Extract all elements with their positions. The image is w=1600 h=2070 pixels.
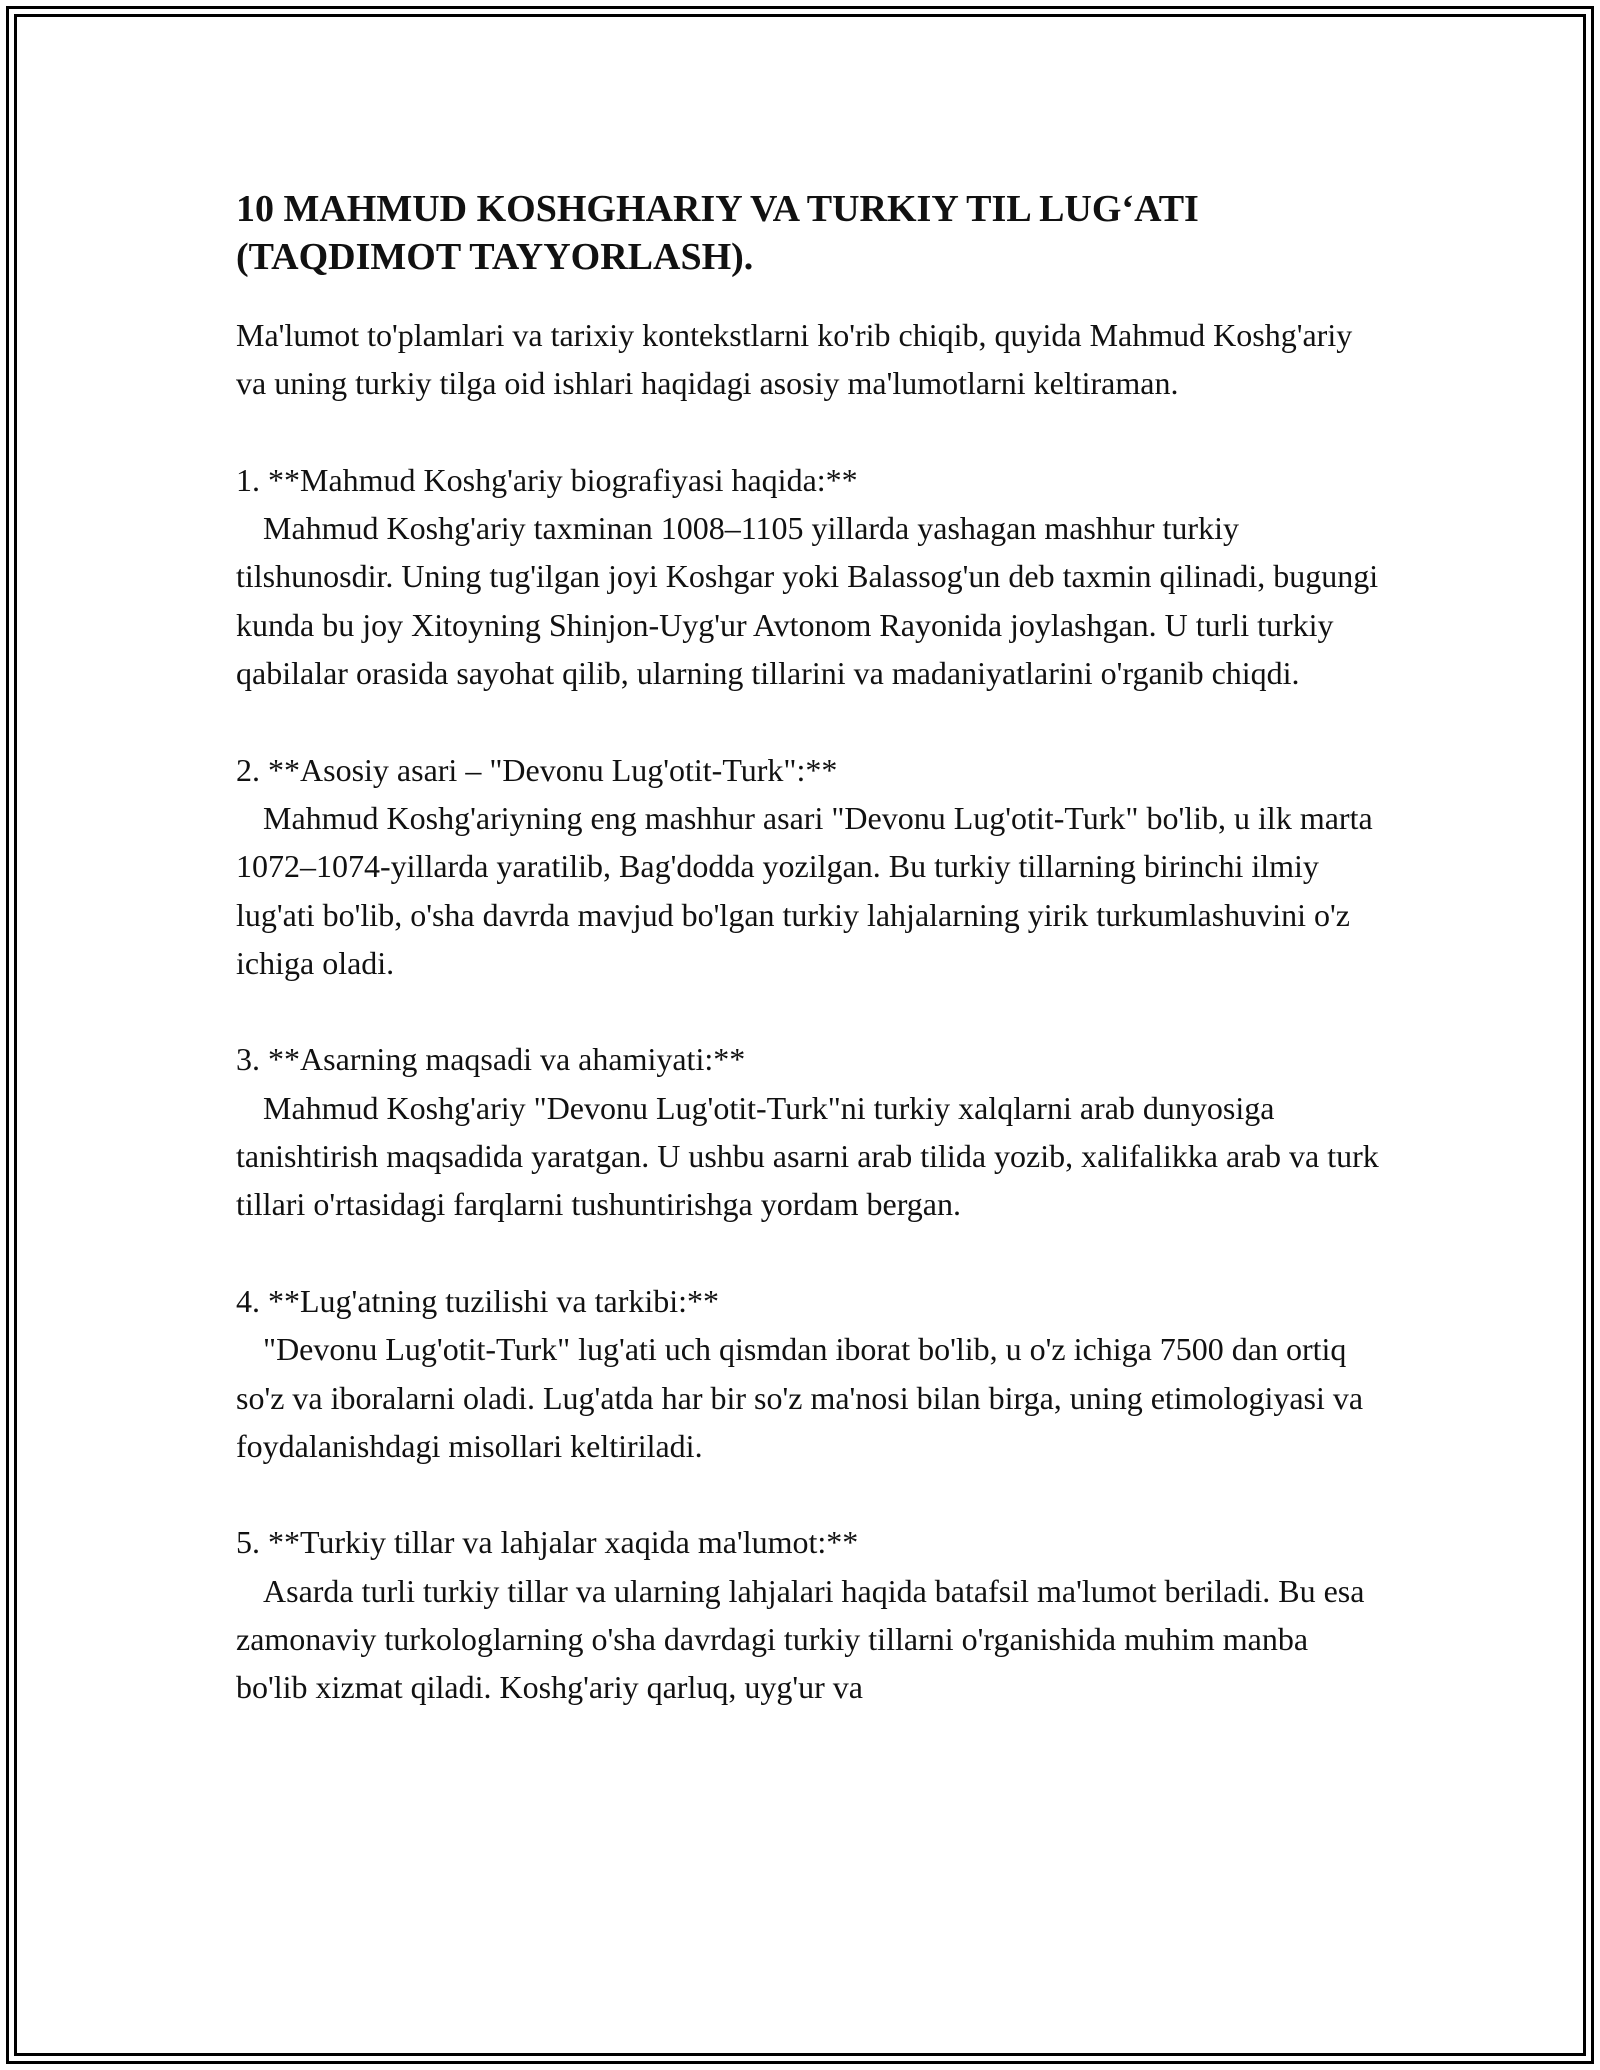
section-structure xyxy=(236,1277,1386,1470)
intro-paragraph: Ma'lumot to'plamlari va tarixiy kontekstlarni ko'rib chiqib, quyida Mahmud Koshg'ariy va uning turkiy tilga oid ishlari haqidagi asosiy ma'lumotlarni keltiraman. xyxy=(236,317,1353,402)
title-line-2: (TAQDIMOT TAYYORLASH). xyxy=(236,236,754,278)
section-body: Mahmud Koshg'ariy taxminan 1008–1105 yillarda yashagan mashhur turkiy tilshunosdir. Uning tug'ilgan joyi Koshgar yoki Balassog'un deb taxmin qilinadi, bugungi kunda bu joy Xitoyning Shinjon-Uyg'ur Avtonom Rayonida joylashgan. U turli turkiy qabilalar orasida sayohat qilib, ularning tillarini va madaniyatlarini o'rganib chiqdi. xyxy=(236,510,1379,692)
document-title xyxy=(236,185,1386,281)
section-body: Asarda turli turkiy tillar va ularning lahjalari haqida batafsil ma'lumot beriladi. Bu esa zamonaviy turkologlarning o'sha davrdagi turkiy tillarni o'rganishida muhim manba bo'lib xizmat qiladi. Koshg'ariy qarluq, uyg'ur va xyxy=(236,1572,1365,1706)
section-heading: 5. **Turkiy tillar va lahjalar xaqida ma'lumot:** xyxy=(236,1524,859,1561)
section-body: "Devonu Lug'otit-Turk" lug'ati uch qismdan iborat bo'lib, u o'z ichiga 7500 dan ortiq so'z va iboralarni oladi. Lug'atda har bir so'z ma'nosi bilan birga, uning etimologiyasi va foydalanishdagi misollari keltiriladi. xyxy=(236,1331,1364,1464)
section-purpose xyxy=(236,1035,1386,1228)
section-heading: 3. **Asarning maqsadi va ahamiyati:** xyxy=(236,1041,746,1078)
section-heading: 2. **Asosiy asari – "Devonu Lug'otit-Turk":** xyxy=(236,751,838,788)
document-page xyxy=(236,185,1386,1760)
title-line-1: 10 MAHMUD KOSHGHARIY VA TURKIY TIL LUG‘ATI xyxy=(236,188,1199,230)
section-body: Mahmud Koshg'ariy "Devonu Lug'otit-Turk"ni turkiy xalqlarni arab dunyosiga tanishtirish maqsadida yaratgan. U ushbu asarni arab tilida yozib, xalifalikka arab va turk tillari o'rtasidagi farqlarni tushuntirishga yordam bergan. xyxy=(236,1089,1379,1223)
section-biography xyxy=(236,456,1386,697)
section-heading: 1. **Mahmud Koshg'ariy biografiyasi haqida:** xyxy=(236,461,858,498)
section-body: Mahmud Koshg'ariyning eng mashhur asari "Devonu Lug'otit-Turk" bo'lib, u ilk marta 1072–1074-yillarda yaratilib, Bag'dodda yozilgan. Bu turkiy tillarning birinchi ilmiy lug'ati bo'lib, o'sha davrda mavjud bo'lgan turkiy lahjalarning yirik turkumlashuvini o'z ichiga oladi. xyxy=(236,799,1373,981)
section-heading: 4. **Lug'atning tuzilishi va tarkibi:** xyxy=(236,1282,720,1319)
section-dialects xyxy=(236,1518,1386,1711)
section-main-work xyxy=(236,746,1386,987)
